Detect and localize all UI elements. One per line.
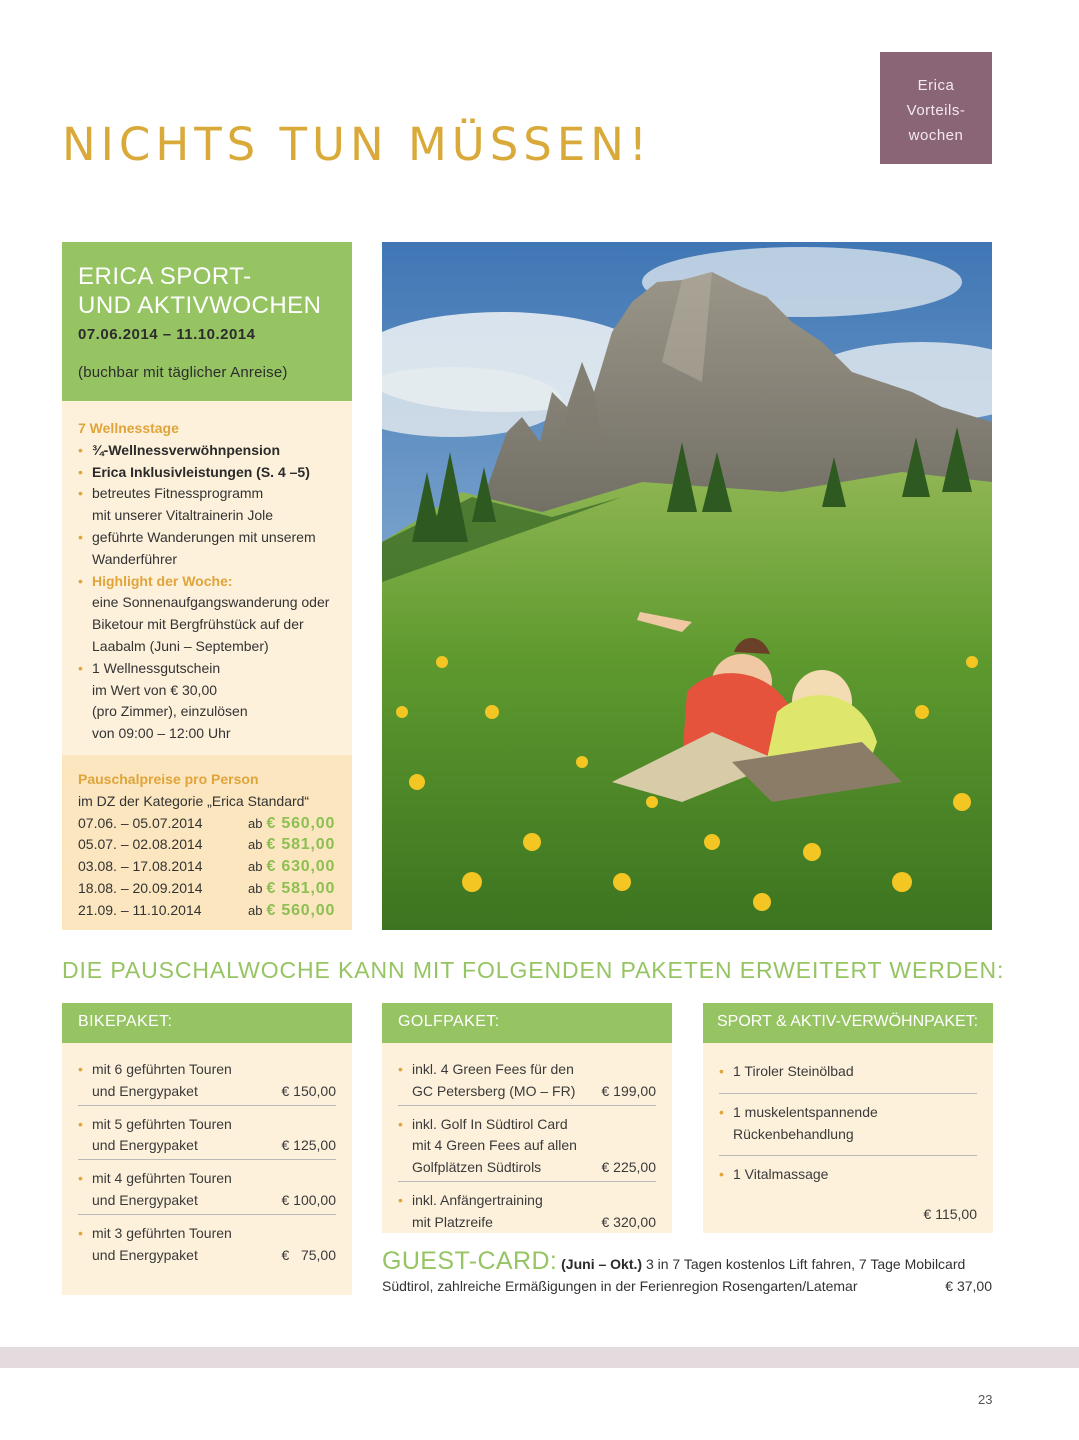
package-line-text <box>78 1135 198 1157</box>
offer-inclusions <box>62 401 352 755</box>
package-line-text <box>398 1157 541 1179</box>
bullet-icon: • <box>78 1170 83 1187</box>
price-amount: € 630,00 <box>266 858 336 876</box>
price-prefix: ab <box>248 859 263 875</box>
package-text: mit Platzreife <box>412 1213 493 1230</box>
package-text: 1 muskelentspannende <box>733 1103 878 1120</box>
golf-package <box>382 1003 672 1233</box>
inclusion-text: Highlight der Woche: <box>92 572 233 589</box>
bullet-icon: • <box>78 441 83 458</box>
inclusion-line <box>78 505 338 527</box>
page-headline: NICHTS TUN MÜSSEN! <box>62 118 652 171</box>
bullet-icon: • <box>398 1115 403 1132</box>
price-amount: € 581,00 <box>266 836 336 854</box>
badge-line: Vorteils- <box>906 102 966 119</box>
bullet-icon: • <box>719 1166 724 1183</box>
package-line <box>398 1135 656 1157</box>
inclusion-text: 1 Wellnessgutschein <box>92 659 221 676</box>
inclusion-text: (pro Zimmer), einzulösen <box>92 703 248 720</box>
inclusion-text: Erica Inklusivleistungen (S. 4 –5) <box>92 463 310 480</box>
package-line <box>398 1114 656 1136</box>
price-period: 18.08. – 20.09.2014 <box>78 879 203 896</box>
package-text: inkl. 4 Green Fees für den <box>412 1061 574 1077</box>
package-line-text <box>78 1190 198 1212</box>
inclusion-text: betreutes Fitnessprogramm <box>92 485 264 502</box>
bullet-icon: • <box>398 1061 403 1077</box>
package-line-text <box>719 1164 828 1186</box>
price-period: 05.07. – 02.08.2014 <box>78 836 203 853</box>
package-line <box>398 1190 656 1212</box>
offer-note: (buchbar mit täglicher Anreise) <box>78 364 288 381</box>
bullet-spacer <box>398 1212 412 1234</box>
inclusion-text: Wanderführer <box>92 550 178 567</box>
bullet-spacer <box>398 1157 412 1179</box>
package-price: € 225,00 <box>601 1159 656 1176</box>
price-row <box>78 856 338 878</box>
bullet-icon: • <box>78 1224 83 1241</box>
package-item <box>719 1094 977 1157</box>
package-line <box>719 1124 977 1146</box>
bullet-spacer <box>78 1190 92 1212</box>
package-items <box>382 1043 672 1236</box>
wellness-heading: 7 Wellnesstage <box>78 420 179 436</box>
package-line-text <box>78 1114 232 1136</box>
inclusion-text: Biketour mit Bergfrühstück auf der <box>92 616 304 633</box>
price-period: 21.09. – 11.10.2014 <box>78 901 202 918</box>
package-text: mit 3 geführten Touren <box>92 1224 232 1241</box>
package-line <box>78 1081 336 1103</box>
package-title: BIKEPAKET: <box>62 1003 352 1043</box>
package-line-text <box>78 1223 232 1245</box>
inclusion-line <box>78 483 338 505</box>
package-line <box>78 1223 336 1245</box>
package-line-text <box>398 1114 568 1136</box>
package-line <box>78 1190 336 1212</box>
package-line <box>719 1061 977 1083</box>
page-number: 23 <box>978 1392 993 1407</box>
guest-card <box>382 1247 992 1297</box>
package-line-text <box>78 1059 232 1081</box>
package-line <box>719 1102 977 1124</box>
photo-illustration <box>382 242 992 930</box>
inclusion-text: Laabalm (Juni – September) <box>92 637 269 654</box>
price-table <box>62 755 352 930</box>
package-text: mit 4 geführten Touren <box>92 1170 232 1187</box>
package-item <box>398 1051 656 1106</box>
alpine-meadow-photo <box>382 242 992 930</box>
footer-band <box>0 1347 1079 1368</box>
package-text: mit 6 geführten Touren <box>92 1061 232 1077</box>
package-total: € 115,00 <box>923 1206 977 1222</box>
package-text: und Energypaket <box>92 1082 198 1099</box>
package-line <box>398 1157 656 1179</box>
package-line <box>78 1135 336 1157</box>
bullet-icon: • <box>78 485 83 502</box>
package-items <box>703 1043 993 1196</box>
package-line <box>78 1168 336 1190</box>
price-amount: € 560,00 <box>266 814 336 832</box>
bullet-icon <box>78 723 92 745</box>
inclusion-line <box>78 549 338 571</box>
inclusion-line <box>78 701 338 723</box>
inclusion-text: im Wert von € 30,00 <box>92 681 218 698</box>
package-items <box>62 1043 352 1268</box>
inclusion-line <box>78 571 338 593</box>
price-row <box>78 878 338 900</box>
bullet-icon: • <box>398 1191 403 1208</box>
price-prefix: ab <box>248 902 263 918</box>
package-item <box>398 1106 656 1182</box>
badge-line: Erica <box>917 77 955 94</box>
package-text: und Energypaket <box>92 1137 198 1154</box>
package-text: mit 5 geführten Touren <box>92 1115 232 1132</box>
offer-title-line: ERICA SPORT- <box>78 263 252 290</box>
package-line-text <box>398 1135 577 1157</box>
package-item <box>78 1106 336 1161</box>
bullet-icon <box>78 636 92 658</box>
package-price: € 320,00 <box>601 1213 656 1230</box>
package-text: inkl. Golf In Südtirol Card <box>412 1115 568 1132</box>
section-title: DIE PAUSCHALWOCHE KANN MIT FOLGENDEN PAKETEN ERWEITERT WERDEN: <box>62 957 1005 983</box>
package-line <box>398 1212 656 1234</box>
package-price: € 75,00 <box>281 1246 336 1263</box>
package-text: inkl. Anfängertraining <box>412 1191 543 1208</box>
bullet-spacer <box>398 1135 412 1157</box>
package-title: SPORT & AKTIV-VERWÖHNPAKET: <box>703 1003 993 1043</box>
inclusion-text: eine Sonnenaufgangswanderung oder <box>92 594 330 611</box>
bullet-icon: • <box>78 572 83 589</box>
package-line-text <box>78 1245 198 1267</box>
badge-line: wochen <box>908 127 964 144</box>
package-text: mit 4 Green Fees auf allen <box>412 1137 577 1154</box>
package-text: 1 Vitalmassage <box>733 1166 829 1183</box>
package-line <box>78 1059 336 1081</box>
bullet-spacer <box>78 1081 92 1103</box>
package-text: und Energypaket <box>92 1191 198 1208</box>
package-item <box>78 1051 336 1106</box>
inclusion-line <box>78 680 338 702</box>
prices-subheading: im DZ der Kategorie „Erica Standard“ <box>78 792 310 809</box>
bullet-icon: • <box>78 1061 83 1077</box>
price-prefix: ab <box>248 815 263 831</box>
package-line-text <box>719 1061 854 1083</box>
package-price: € 150,00 <box>281 1082 336 1099</box>
bullet-icon: • <box>78 1115 83 1132</box>
package-line-text <box>398 1059 574 1081</box>
bullet-icon: • <box>78 463 83 480</box>
bullet-spacer <box>719 1124 733 1146</box>
bullet-icon: • <box>719 1103 724 1120</box>
inclusion-line <box>78 658 338 680</box>
inclusion-line <box>78 636 338 658</box>
inclusion-line <box>78 614 338 636</box>
inclusion-text: mit unserer Vitaltrainerin Jole <box>92 507 274 524</box>
inclusion-line <box>78 723 338 745</box>
inclusion-line <box>78 462 338 484</box>
package-text: 1 Tiroler Steinölbad <box>733 1063 854 1079</box>
price-rows <box>78 813 338 922</box>
package-item <box>78 1215 336 1269</box>
package-item <box>719 1156 977 1196</box>
package-line-text <box>78 1081 198 1103</box>
price-period: 07.06. – 05.07.2014 <box>78 814 203 831</box>
package-line-text <box>719 1102 878 1124</box>
package-line-text <box>398 1212 493 1234</box>
package-text: Rückenbehandlung <box>733 1125 854 1142</box>
guest-card-text: Südtirol, zahlreiche Ermäßigungen in der Ferienregion Rosengarten/Latemar <box>382 1278 858 1294</box>
inclusion-line <box>78 440 338 462</box>
package-line <box>78 1114 336 1136</box>
sport-active-package <box>703 1003 993 1233</box>
bullet-icon <box>78 614 92 636</box>
inclusion-line <box>78 592 338 614</box>
package-item <box>719 1053 977 1094</box>
bullet-icon <box>78 680 92 702</box>
price-prefix: ab <box>248 837 263 853</box>
inclusion-text: ¾-Wellnessverwöhnpension <box>92 441 281 458</box>
price-row <box>78 813 338 835</box>
inclusion-text: von 09:00 – 12:00 Uhr <box>92 725 231 742</box>
prices-heading: Pauschalpreise pro Person <box>78 771 259 787</box>
offer-dates: 07.06.2014 – 11.10.2014 <box>78 326 256 343</box>
inclusion-line <box>78 527 338 549</box>
guest-card-price: € 37,00 <box>945 1278 992 1294</box>
package-title: GOLFPAKET: <box>382 1003 672 1043</box>
price-row <box>78 834 338 856</box>
bullet-icon: • <box>78 528 83 545</box>
package-text: Golfplätzen Südtirols <box>412 1159 542 1176</box>
inclusion-text: geführte Wanderungen mit unserem <box>92 528 316 545</box>
price-amount: € 581,00 <box>266 879 336 897</box>
bullet-icon <box>78 701 92 723</box>
price-period: 03.08. – 17.08.2014 <box>78 858 203 875</box>
package-line-text <box>398 1081 575 1103</box>
package-item <box>78 1160 336 1215</box>
package-line <box>398 1059 656 1081</box>
package-line <box>398 1081 656 1103</box>
package-line-text <box>398 1190 543 1212</box>
bullet-spacer <box>78 1245 92 1267</box>
package-line-text <box>719 1124 854 1146</box>
offer-title-line: UND AKTIVWOCHEN <box>78 292 322 319</box>
bullet-icon: • <box>78 659 83 676</box>
package-price: € 199,00 <box>601 1082 656 1099</box>
package-price: € 100,00 <box>281 1191 336 1208</box>
bullet-icon <box>78 549 92 571</box>
guest-card-title: GUEST-CARD: <box>382 1247 558 1275</box>
guest-card-text: 3 in 7 Tagen kostenlos Lift fahren, 7 Tage Mobilcard <box>645 1256 966 1272</box>
offer-header <box>62 242 352 401</box>
bullet-spacer <box>78 1135 92 1157</box>
bullet-icon <box>78 592 92 614</box>
bike-package <box>62 1003 352 1295</box>
package-text: GC Petersberg (MO – FR) <box>412 1082 576 1099</box>
package-item <box>398 1182 656 1236</box>
bullet-icon <box>78 505 92 527</box>
price-row <box>78 900 338 922</box>
package-line <box>719 1164 977 1186</box>
price-amount: € 560,00 <box>266 901 336 919</box>
price-prefix: ab <box>248 880 263 896</box>
package-text: und Energypaket <box>92 1246 198 1263</box>
offer-title <box>78 262 336 320</box>
package-line-text <box>78 1168 232 1190</box>
package-price: € 125,00 <box>281 1137 336 1154</box>
guest-card-period: (Juni – Okt.) <box>561 1256 643 1272</box>
bullet-spacer <box>398 1081 412 1103</box>
package-line <box>78 1245 336 1267</box>
bullet-icon: • <box>719 1063 724 1079</box>
category-badge <box>880 52 992 164</box>
inclusion-list <box>78 440 338 745</box>
